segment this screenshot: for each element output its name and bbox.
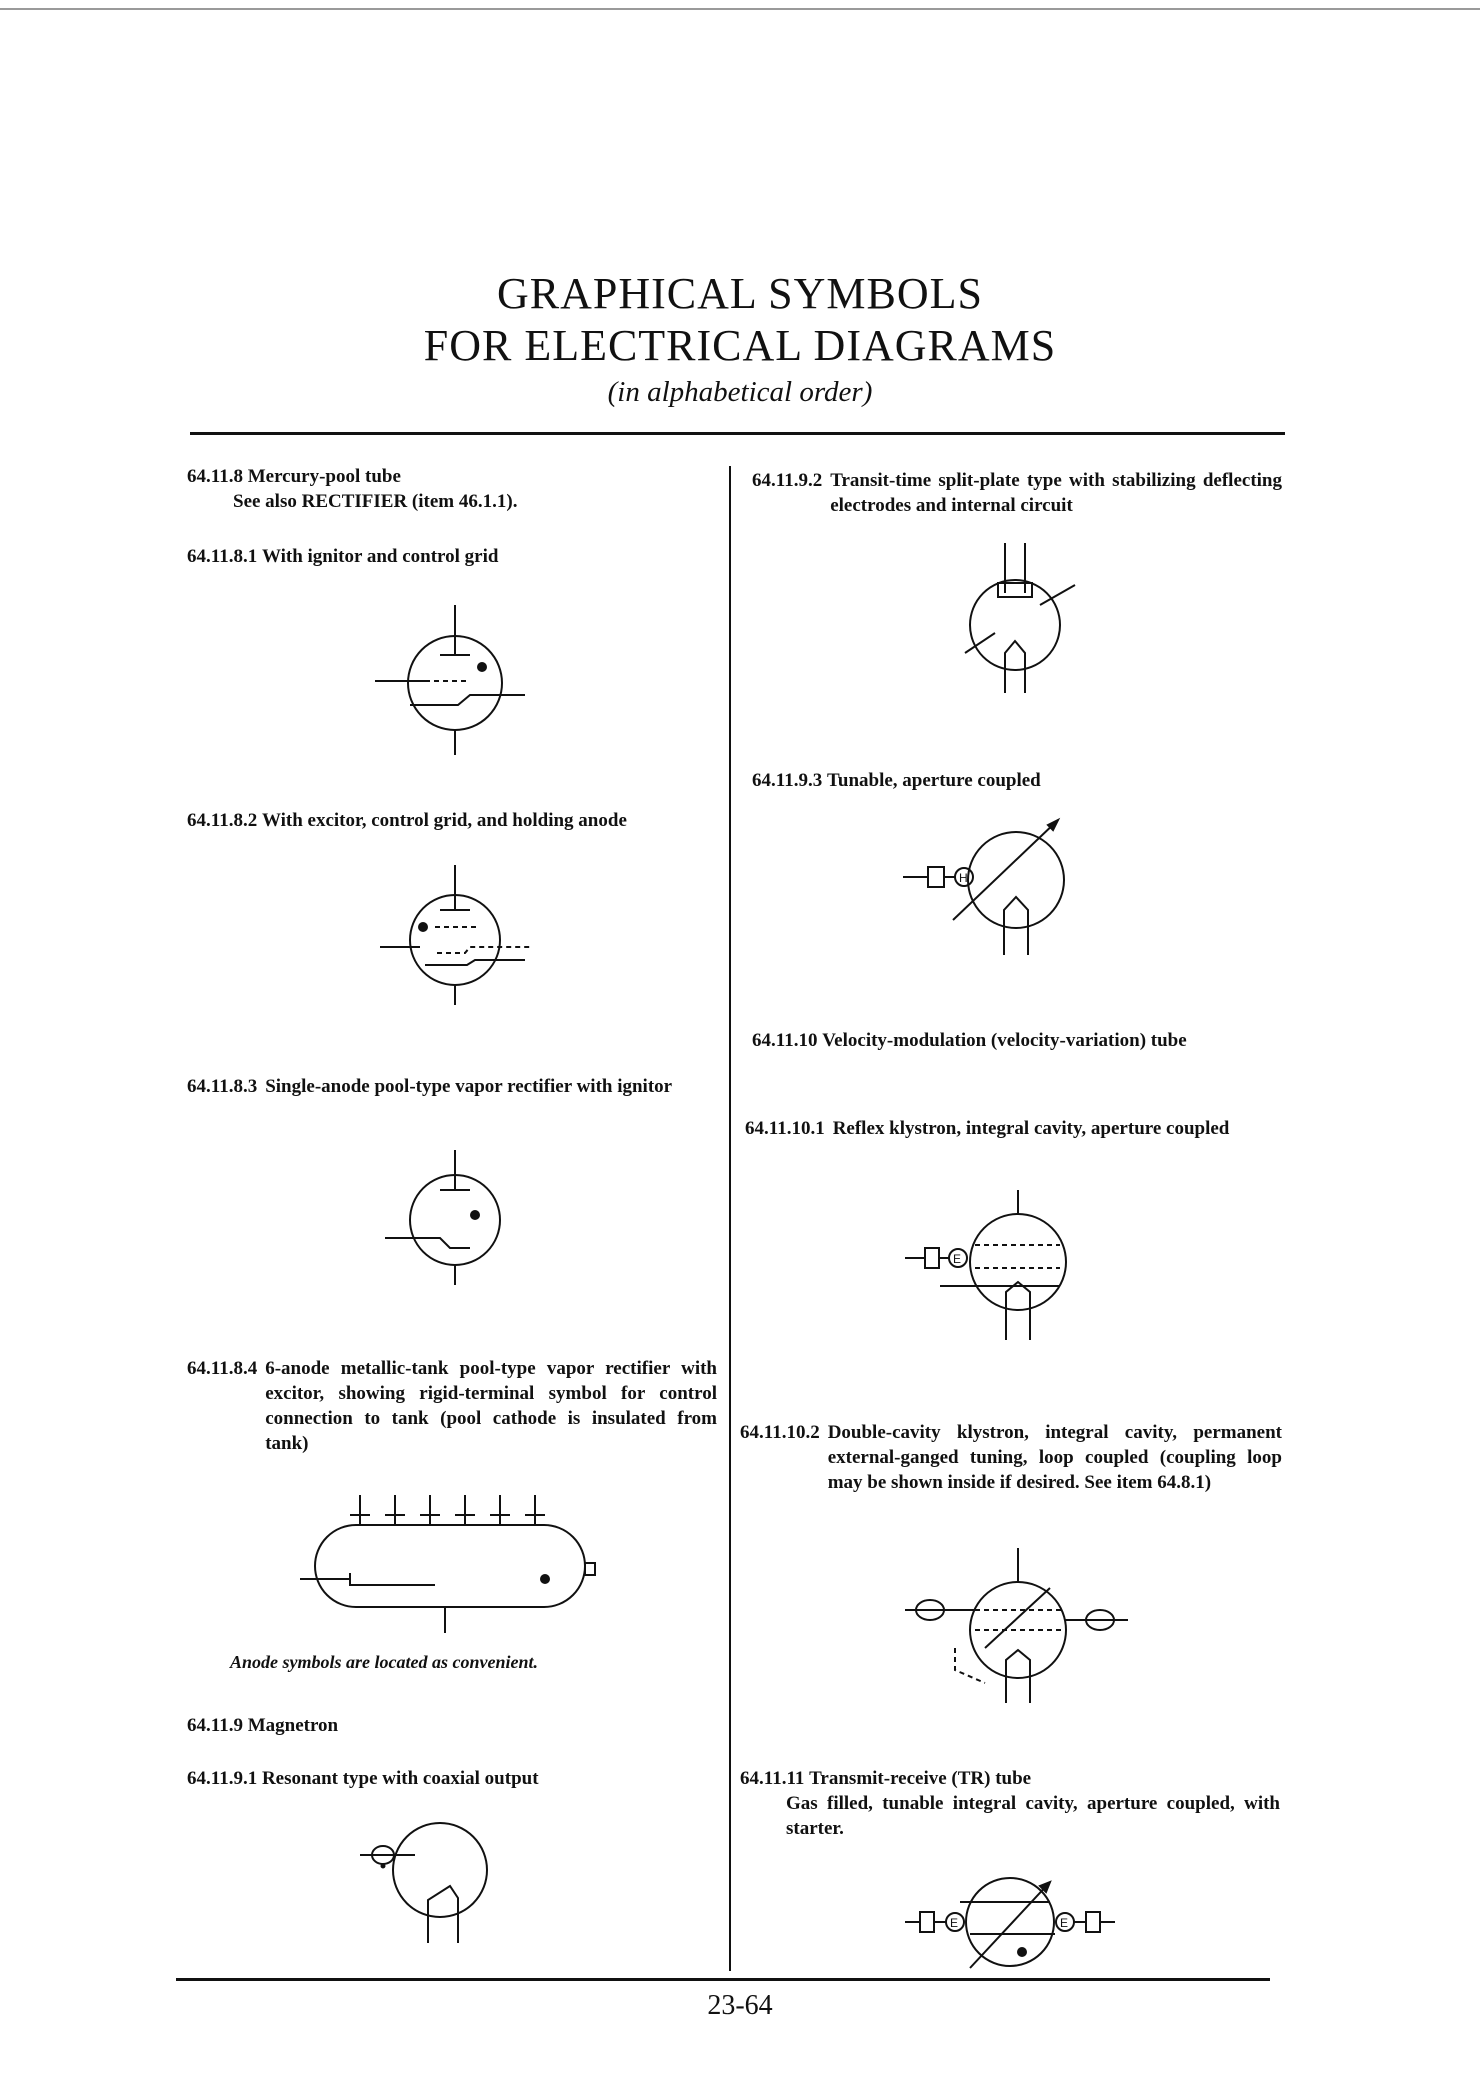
entry-text: 6-anode metallic-tank pool-type vapor rectifier with excitor, showing rigid-terminal symbol for control connection to tank (pool cathode is insulated from tank) — [265, 1358, 717, 1454]
double-cavity-klystron-symbol — [900, 1548, 1130, 1703]
e-mark: E — [953, 1252, 962, 1266]
entry-text: Magnetron — [247, 1715, 339, 1736]
entry-number: 64.11.9 — [187, 1715, 243, 1736]
entry-text: Reflex klystron, integral cavity, aperture coupled — [832, 1118, 1230, 1139]
entry-64-11-8 — [187, 464, 707, 514]
entry-64-11-10-2 — [740, 1420, 1282, 1495]
magnetron-split-plate-symbol — [950, 543, 1080, 693]
entry-number: 64.11.8 — [187, 466, 243, 487]
entry-64-11-9-3 — [752, 768, 1282, 793]
anode-note: Anode symbols are located as convenient. — [230, 1652, 538, 1672]
entry-text: Mercury-pool tube — [247, 466, 401, 487]
entry-number: 64.11.9.1 — [187, 1768, 258, 1789]
entry-64-11-8-4 — [187, 1356, 717, 1456]
mercury-pool-tube-excitor-grid-holding-anode-symbol — [375, 865, 535, 1005]
entry-number: 64.11.9.3 — [752, 770, 823, 791]
entry-text: Resonant type with coaxial output — [261, 1768, 539, 1789]
entry-number: 64.11.8.1 — [187, 546, 258, 567]
entry-text: Transit-time split-plate type with stabilizing deflecting electrodes and internal circuit — [830, 470, 1282, 516]
magnetron-resonant-coaxial-symbol — [355, 1818, 505, 1943]
top-rule — [190, 432, 1285, 435]
entry-64-11-8-3 — [187, 1074, 717, 1099]
tr-tube-symbol — [900, 1872, 1120, 1972]
scan-edge — [0, 8, 1480, 10]
entry-64-11-10-1 — [745, 1116, 1282, 1141]
entry-subtext: Gas filled, tunable integral cavity, aperture coupled, with starter. — [786, 1793, 1280, 1839]
h-mark: H — [959, 871, 968, 885]
e-mark-right: E — [1060, 1916, 1069, 1930]
entry-number: 64.11.10.2 — [740, 1422, 820, 1443]
column-divider — [729, 466, 731, 1971]
mercury-pool-tube-ignitor-grid-symbol — [370, 605, 540, 755]
entry-64-11-9 — [187, 1713, 707, 1738]
entry-64-11-8-1 — [187, 544, 707, 569]
entry-text: With excitor, control grid, and holding anode — [261, 810, 627, 831]
magnetron-tunable-aperture-symbol — [898, 815, 1078, 955]
entry-64-11-10 — [752, 1028, 1282, 1053]
entry-number: 64.11.10 — [752, 1030, 818, 1051]
page-number: 23-64 — [707, 1990, 773, 2021]
six-anode-metallic-tank-rectifier-symbol — [295, 1495, 615, 1635]
page-title-line-2: FOR ELECTRICAL DIAGRAMS — [423, 321, 1057, 370]
entry-number: 64.11.9.2 — [752, 470, 823, 491]
entry-number: 64.11.8.2 — [187, 810, 258, 831]
entry-number: 64.11.8.3 — [187, 1076, 258, 1097]
page-subtitle: (in alphabetical order) — [607, 376, 873, 408]
page-title-line-1: GRAPHICAL SYMBOLS — [496, 269, 983, 318]
entry-64-11-11 — [740, 1766, 1280, 1841]
entry-64-11-8-2 — [187, 808, 727, 833]
entry-text: Velocity-modulation (velocity-variation) tube — [822, 1030, 1187, 1051]
entry-number: 64.11.11 — [740, 1768, 805, 1789]
e-mark-left: E — [950, 1916, 959, 1930]
entry-number: 64.11.10.1 — [745, 1118, 825, 1139]
entry-text: Tunable, aperture coupled — [826, 770, 1041, 791]
entry-number: 64.11.8.4 — [187, 1358, 258, 1379]
entry-64-11-9-1 — [187, 1766, 707, 1791]
entry-text: With ignitor and control grid — [261, 546, 499, 567]
bottom-rule — [176, 1978, 1270, 1981]
entry-text: Double-cavity klystron, integral cavity, permanent external-ganged tuning, loop coupled (coupling loop may be shown inside if desired. See item 64.8.1) — [827, 1422, 1282, 1493]
entry-subtext: See also RECTIFIER (item 46.1.1). — [233, 491, 518, 512]
entry-text: Single-anode pool-type vapor rectifier with ignitor — [265, 1076, 673, 1097]
reflex-klystron-symbol — [900, 1190, 1080, 1340]
single-anode-pool-rectifier-symbol — [380, 1150, 520, 1285]
entry-64-11-9-2 — [752, 468, 1282, 518]
entry-text: Transmit-receive (TR) tube — [809, 1768, 1032, 1789]
